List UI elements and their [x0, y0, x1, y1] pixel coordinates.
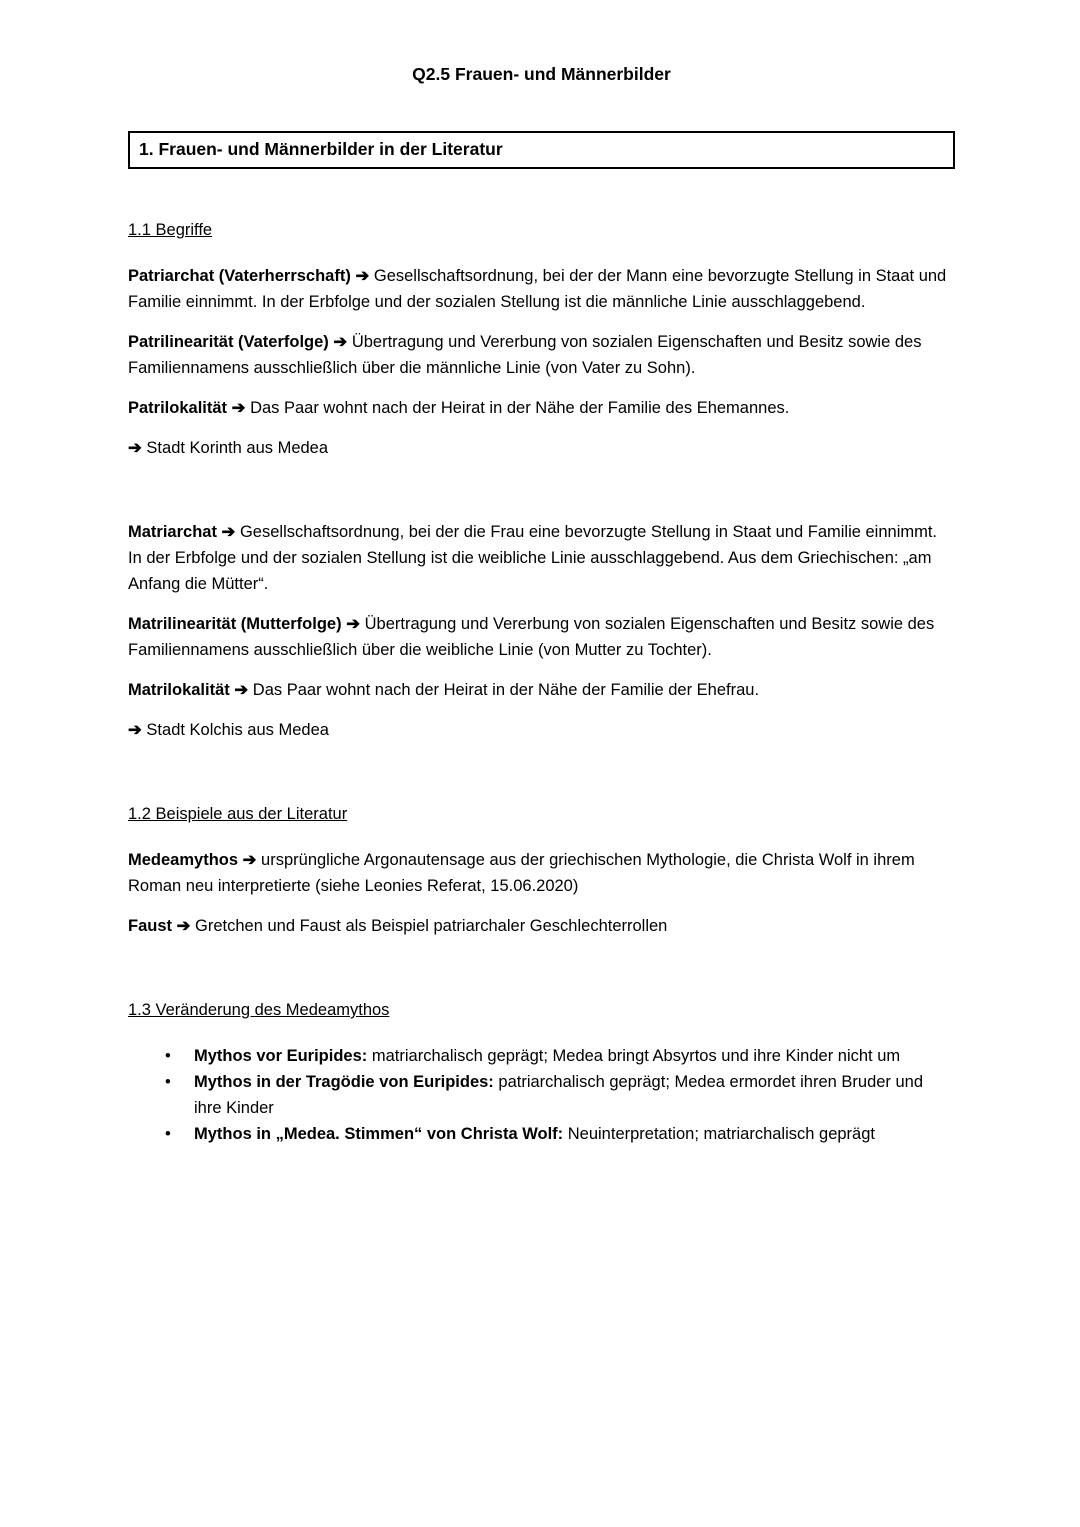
- note-text: Stadt Kolchis aus Medea: [146, 721, 329, 739]
- arrow-icon: ➔: [333, 333, 348, 351]
- bullet-text: matriarchalisch geprägt; Medea bringt Absyrtos und ihre Kinder nicht um: [371, 1047, 901, 1065]
- subheading-1-1: [128, 217, 955, 243]
- definition-text: Das Paar wohnt nach der Heirat in der Nähe der Familie des Ehemannes.: [250, 399, 790, 417]
- note-korinth: [128, 435, 955, 461]
- definition-text: Gretchen und Faust als Beispiel patriarchaler Geschlechterrollen: [195, 917, 668, 935]
- arrow-icon: ➔: [355, 267, 370, 285]
- bullet-list: [165, 1043, 955, 1147]
- bullet-content: [194, 1069, 955, 1121]
- arrow-icon: ➔: [128, 721, 142, 739]
- definition-matrilokalitaet: [128, 677, 955, 703]
- definition-patriarchat: [128, 263, 955, 315]
- definition-text: Das Paar wohnt nach der Heirat in der Nähe der Familie der Ehefrau.: [252, 681, 760, 699]
- list-item: [165, 1121, 955, 1147]
- note-text: Stadt Korinth aus Medea: [146, 439, 329, 457]
- definition-matrilinearitaet: [128, 611, 955, 663]
- definition-term: Patrilinearität (Vaterfolge): [128, 333, 329, 351]
- definition-faust: [128, 913, 955, 939]
- subheading-1-1-text: 1.1 Begriffe: [128, 221, 213, 239]
- definition-text: Übertragung und Vererbung von sozialen Eigenschaften und Besitz sowie des Familiennamens ausschließlich über die weibliche Linie (von Mutter zu Tochter).: [128, 615, 935, 659]
- definition-term: Matrilokalität: [128, 681, 230, 699]
- definition-term: Patriarchat (Vaterherrschaft): [128, 267, 351, 285]
- bullet-icon: •: [165, 1047, 171, 1065]
- section-begriffe: [128, 217, 955, 743]
- definition-patrilinearitaet: [128, 329, 955, 381]
- definition-text: Gesellschaftsordnung, bei der die Frau eine bevorzugte Stellung in Staat und Familie einnimmt. In der Erbfolge und der sozialen Stellung ist die weibliche Linie ausschlaggebend. Aus dem Griechischen: „am Anfang die Mütter“.: [128, 523, 938, 593]
- definition-text: Gesellschaftsordnung, bei der der Mann eine bevorzugte Stellung in Staat und Familie einnimmt. In der Erbfolge und der sozialen Stellung ist die männliche Linie ausschlaggebend.: [128, 267, 947, 311]
- bullet-content: [194, 1121, 955, 1147]
- list-item: [165, 1043, 955, 1069]
- arrow-icon: ➔: [346, 615, 361, 633]
- bullet-text: patriarchalisch geprägt; Medea ermordet ihren Bruder und ihre Kinder: [194, 1073, 924, 1117]
- arrow-icon: ➔: [234, 681, 249, 699]
- boxed-section-heading-text: 1. Frauen- und Männerbilder in der Literatur: [139, 139, 503, 159]
- subheading-1-2: [128, 801, 955, 827]
- definition-text: Übertragung und Vererbung von sozialen Eigenschaften und Besitz sowie des Familiennamens ausschließlich über die männliche Linie (von Vater zu Sohn).: [128, 333, 922, 377]
- arrow-icon: ➔: [242, 851, 257, 869]
- definition-medeamythos: [128, 847, 955, 899]
- section-beispiele: [128, 801, 955, 939]
- definition-matriarchat: [128, 519, 955, 597]
- bullet-text: Neuinterpretation; matriarchalisch geprägt: [567, 1125, 875, 1143]
- arrow-icon: ➔: [176, 917, 191, 935]
- bullet-icon: •: [165, 1125, 171, 1143]
- list-item: [165, 1069, 955, 1121]
- definition-term: Faust: [128, 917, 173, 935]
- bullet-lead: Mythos vor Euripides:: [194, 1047, 368, 1065]
- definition-term: Patrilokalität: [128, 399, 228, 417]
- subheading-1-2-text: 1.2 Beispiele aus der Literatur: [128, 805, 348, 823]
- arrow-icon: ➔: [231, 399, 246, 417]
- arrow-icon: ➔: [221, 523, 236, 541]
- arrow-icon: ➔: [128, 439, 142, 457]
- bullet-lead: Mythos in „Medea. Stimmen“ von Christa Wolf:: [194, 1125, 564, 1143]
- definition-patrilokalitaet: [128, 395, 955, 421]
- bullet-icon: •: [165, 1073, 171, 1091]
- document-title: Q2.5 Frauen- und Männerbilder: [412, 64, 671, 84]
- note-kolchis: [128, 717, 955, 743]
- definition-text: ursprüngliche Argonautensage aus der griechischen Mythologie, die Christa Wolf in ihrem Roman neu interpretierte (siehe Leonies Referat, 15.06.2020): [128, 851, 915, 895]
- boxed-section-heading: [128, 131, 955, 169]
- subheading-1-3-text: 1.3 Veränderung des Medeamythos: [128, 1001, 390, 1019]
- subheading-1-3: [128, 997, 955, 1023]
- bullet-content: [194, 1043, 955, 1069]
- bullet-lead: Mythos in der Tragödie von Euripides:: [194, 1073, 494, 1091]
- section-veraenderung: [128, 997, 955, 1147]
- definition-term: Medeamythos: [128, 851, 239, 869]
- definition-term: Matriarchat: [128, 523, 217, 541]
- definition-term: Matrilinearität (Mutterfolge): [128, 615, 342, 633]
